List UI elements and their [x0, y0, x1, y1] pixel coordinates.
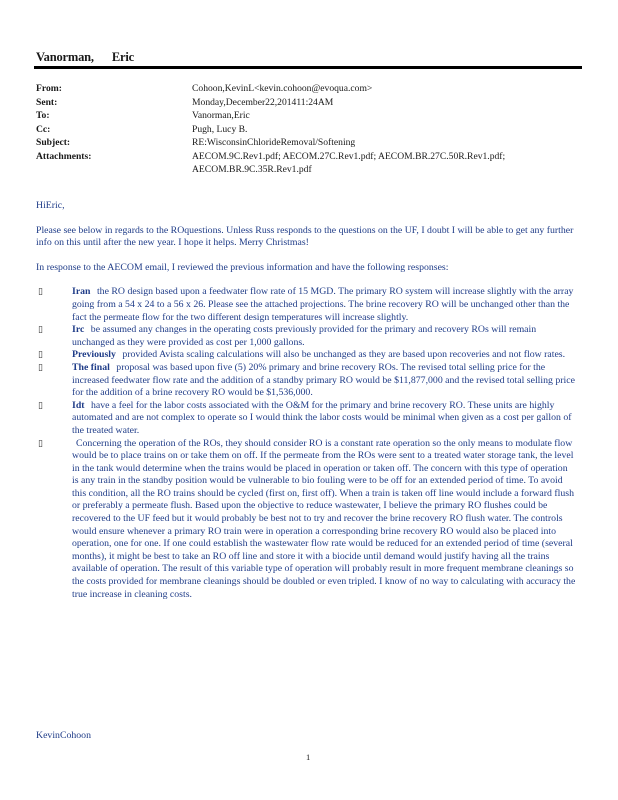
attachments-value — [192, 150, 552, 177]
attachment-list-line-1[interactable]: AECOM.9C.Rev1.pdf; AECOM.27C.Rev1.pdf; AECOM.BR.27C.50R.Rev1.pdf; — [192, 150, 506, 162]
greeting: HiEric, — [36, 200, 65, 211]
response-list — [36, 286, 576, 601]
from-row — [36, 82, 552, 96]
bullet-icon: ▯ — [38, 362, 43, 373]
attachment-list-line-2[interactable]: AECOM.BR.9C.35R.Rev1.pdf — [192, 164, 312, 175]
list-item — [36, 362, 576, 400]
cc-label: Cc: — [36, 123, 51, 135]
sent-label: Sent: — [36, 96, 58, 108]
item-lead: Previously — [72, 349, 116, 361]
header-divider — [34, 66, 582, 69]
item-lead: Idt — [72, 399, 85, 411]
owner-last-name: Vanorman, — [36, 50, 94, 64]
item-lead: Irc — [72, 324, 85, 336]
mailbox-owner-name — [36, 50, 134, 65]
list-item — [36, 286, 576, 324]
to-label: To: — [36, 110, 50, 121]
bullet-icon: ▯ — [38, 350, 43, 361]
item-lead: The final — [72, 361, 110, 373]
to-value: Vanorman,Eric — [192, 110, 250, 121]
subject-row — [36, 136, 552, 150]
owner-first-name: Eric — [111, 50, 134, 64]
to-row — [36, 109, 552, 123]
bullet-icon: ▯ — [38, 287, 43, 298]
attachments-label: Attachments: — [36, 150, 92, 162]
subject-label: Subject: — [36, 137, 71, 148]
item-text: the RO design based upon a feedwater flow rate of 15 MGD. The primary RO system will increase slightly with the array going from a 54 x 24 to a 56 x 26. Please see the attached projections. The brine recovery RO will be unchanged other than the fact the permeate flow for the two different design temperatures will increase slightly. — [72, 286, 574, 323]
subject-value: RE:WisconsinChlorideRemoval/Softening — [192, 137, 356, 148]
cc-value: Pugh, Lucy B. — [192, 123, 248, 135]
item-text: be assumed any changes in the operating costs previously provided for the primary and recovery ROs will remain unchanged as they were provided as cost per 1,000 gallons. — [72, 324, 537, 348]
cc-row — [36, 123, 552, 137]
sent-value: Monday,December22,201411:24AM — [192, 96, 334, 108]
item-lead: Iran — [72, 286, 91, 298]
list-item — [36, 438, 576, 602]
page-number: 1 — [306, 752, 311, 762]
sent-row — [36, 96, 552, 110]
item-text: Concerning the operation of the ROs, they should consider RO is a constant rate operation so the only means to modulate flow would be to place trains on or take them on off. If the permeate from the ROs were sent to a treated water storage tank, the level in the tank would determine when the trains would be placed in operation or taken off. The concern with this type of operation is any train in the standby position would be vulnerable to bio fouling were to be off for an extended period of time. To avoid this condition, all the RO trains should be cycled (first on, first off). When a train is taken off line would include a forward flush or preferably a permeate flush. Based upon the objective to reduce wastewater, I believe the primary RO flushes could be recovered to the UF feed but it would probably be best not to try and recover the brine recovery RO flush water. The controls would ensure whenever a primary RO train were in operation a corresponding brine recovery RO would also be placed into operation, one for one. If one could establish the wastewater flow rate would be reduced for an extended period of time (several months), it might be best to take an RO off line and store it with a biocide until demand would justify having all the trains available of operation. The result of this variable type of operation will probably result in more frequent membrane cleanings so the costs provided for membrane cleanings should be doubled or even tripled. I know of no way to calculating with accuracy the true increase in cleaning costs. — [72, 437, 576, 600]
signature: KevinCohoon — [36, 730, 91, 741]
attachments-row — [36, 150, 552, 177]
intro-paragraph: Please see below in regards to the ROquestions. Unless Russ responds to the questions on the UF, I doubt I will be able to get any further info on this until after the new year. I hope it helps. Merry Christmas! — [36, 224, 574, 249]
list-item — [36, 349, 576, 362]
response-intro: In response to the AECOM email, I reviewed the previous information and have the following responses: — [36, 261, 449, 273]
bullet-icon: ▯ — [38, 400, 43, 411]
bullet-icon: ▯ — [38, 438, 43, 449]
from-label: From: — [36, 83, 62, 94]
item-text: provided Avista scaling calculations will also be unchanged as they are based upon recoveries and not flow rates. — [119, 349, 566, 361]
email-header-fields — [36, 82, 552, 177]
list-item — [36, 324, 576, 349]
item-text: proposal was based upon five (5) 20% primary and brine recovery ROs. The revised total selling price for the increased feedwater flow rate and the addition of a standby primary RO would be $11,877,000 and the revised total selling price for the addition of a brine recovery RO would be $1,536,000. — [72, 361, 575, 399]
bullet-icon: ▯ — [38, 325, 43, 336]
list-item — [36, 400, 576, 438]
item-text: have a feel for the labor costs associated with the O&M for the primary and brine recovery RO. These units are highly automated and are not complex to operate so I would think the labor costs would be minimal when given as a cost per gallon of the treated water. — [72, 399, 572, 436]
from-value: Cohoon,KevinL<kevin.cohoon@evoqua.com> — [192, 83, 373, 94]
email-body — [36, 200, 576, 601]
